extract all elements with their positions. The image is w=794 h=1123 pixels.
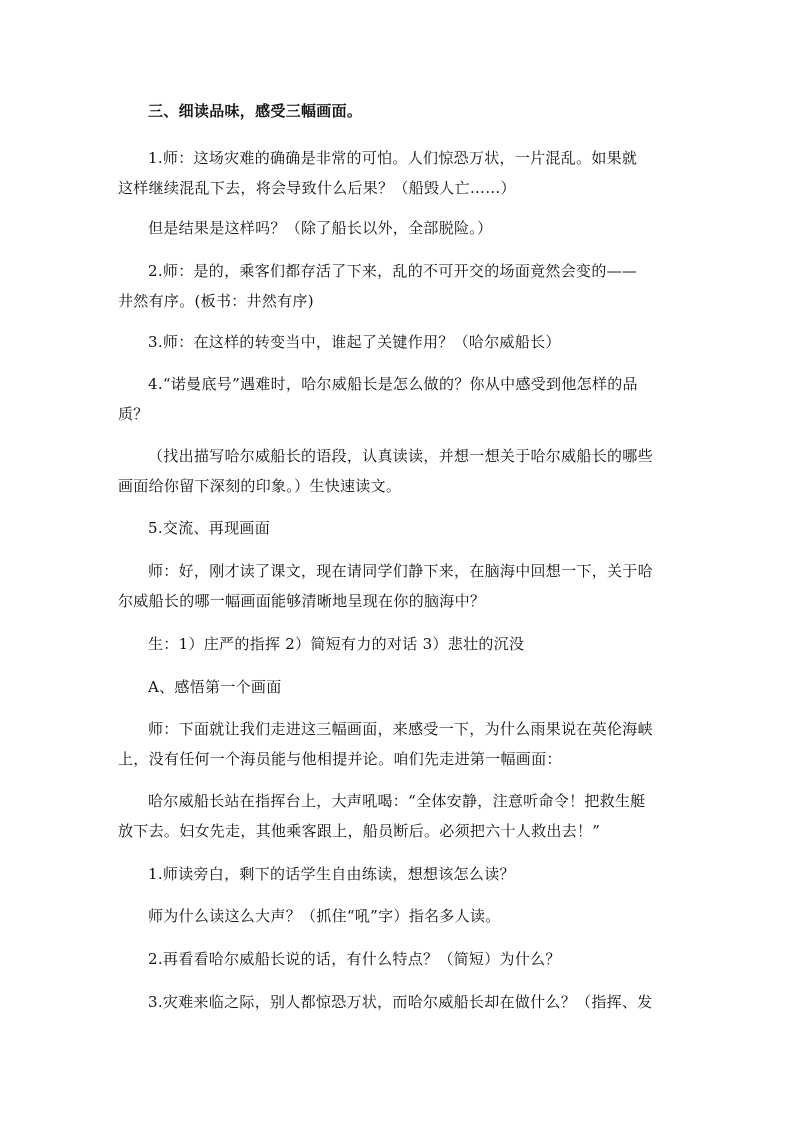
paragraph-line: 但是结果是这样吗？（除了船长以外，全部脱险。） [148, 219, 493, 237]
paragraph-line: 上，没有任何一个海员能与他相提并论。咱们先走进第一幅画面： [118, 750, 562, 768]
paragraph-line: 哈尔威船长站在指挥台上，大声吼喝：“全体安静，注意听命令！把救生艇 [148, 792, 646, 810]
paragraph-line: 1.师：这场灾难的确确是非常的可怕。人们惊恐万状，一片混乱。如果就 [148, 149, 638, 167]
paragraph-line: （找出描写哈尔威船长的语段，认真读读，并想一想关于哈尔威船长的哪些 [148, 447, 653, 465]
paragraph-line: 师：下面就让我们走进这三幅画面，来感受一下，为什么雨果说在英伦海峡 [148, 720, 653, 738]
paragraph-line: 尔威船长的哪一幅画面能够清晰地呈现在你的脑海中？ [118, 592, 486, 610]
paragraph-line: 画面给你留下深刻的印象。）生快速读文。 [118, 477, 402, 495]
paragraph-line: 1.师读旁白，剩下的话学生自由练读，想想该怎么读？ [148, 865, 515, 883]
paragraph-line: A、感悟第一个画面 [148, 678, 282, 696]
paragraph-line: 质？ [118, 405, 149, 423]
paragraph-line: 2.再看看哈尔威船长说的话，有什么特点？（简短）为什么？ [148, 950, 561, 968]
paragraph-line: 3.灾难来临之际，别人都惊恐万状，而哈尔威船长却在做什么？（指挥、发 [148, 993, 653, 1011]
paragraph-line: 师为什么读这么大声？（抓住“吼”字）指名多人读。 [148, 907, 501, 925]
paragraph-line: 2.师：是的，乘客们都存活了下来，乱的不可开交的场面竟然会变的—— [148, 262, 638, 280]
paragraph-line: 4.“诺曼底号”遇难时，哈尔威船长是怎么做的？你从中感受到他怎样的品 [148, 375, 638, 393]
paragraph-line: 3.师：在这样的转变当中，谁起了关键作用？（哈尔威船长） [148, 333, 561, 351]
paragraph-line: 放下去。妇女先走，其他乘客跟上，船员断后。必须把六十人救出去！” [118, 822, 601, 840]
paragraph-line: 井然有序。(板书：井然有序) [118, 292, 314, 310]
paragraph-line: 生：1）庄严的指挥 2）简短有力的对话 3）悲壮的沉没 [148, 635, 525, 653]
section-heading: 三、细读品味，感受三幅画面。 [148, 102, 363, 120]
paragraph-line: 5.交流、再现画面 [148, 519, 271, 537]
paragraph-line: 师：好，刚才读了课文，现在请同学们静下来，在脑海中回想一下，关于哈 [148, 562, 653, 580]
paragraph-line: 这样继续混乱下去，将会导致什么后果？（船毁人亡……） [118, 179, 516, 197]
